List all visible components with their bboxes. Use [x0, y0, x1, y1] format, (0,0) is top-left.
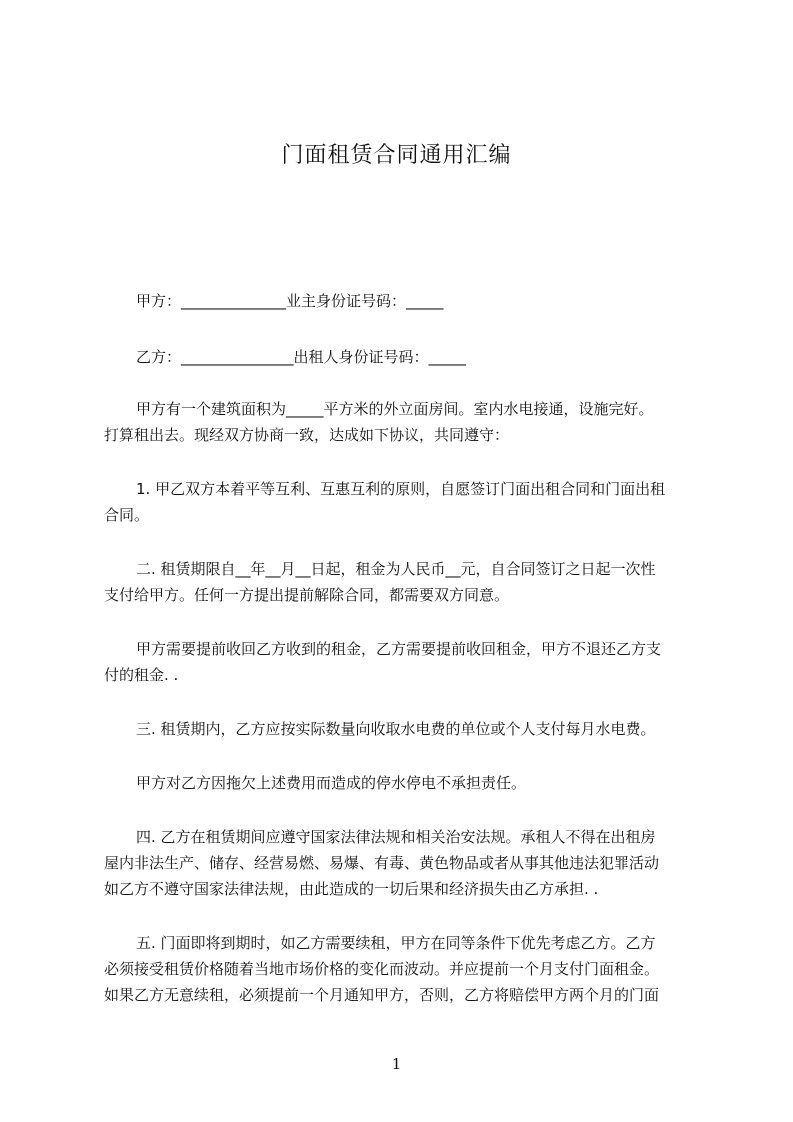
intro-line-2: 打算租出去。现经双方协商一致，达成如下协议，共同遵守： [104, 426, 510, 444]
clause-1-line-2: 合同。 [104, 506, 150, 524]
party-b-text: 乙方：_______________出租人身份证号码：_____ [136, 348, 467, 366]
clause-2-note-line-1: 甲方需要提前收回乙方收到的租金，乙方需要提前收回租金，甲方不退还乙方支 [136, 640, 662, 658]
clause-1-paragraph [104, 476, 702, 528]
clause-2-line-1: 二. 租赁期限自__年__月__日起，租金为人民币__元，自合同签订之日起一次性 [136, 560, 656, 578]
intro-paragraph [104, 396, 702, 448]
document-title: 门面租赁合同通用汇编 [281, 143, 512, 168]
document-body [104, 288, 702, 1008]
intro-line-1: 甲方有一个建筑面积为_____平方米的外立面房间。室内水电接通，设施完好。 [136, 400, 654, 418]
clause-1-line-1: 1. 甲乙双方本着平等互利、互惠互利的原则，自愿签订门面出租合同和门面出租 [136, 480, 666, 498]
clause-3-paragraph [104, 716, 702, 742]
clause-4-line-3: 如乙方不遵守国家法律法规，由此造成的一切后果和经济损失由乙方承担. . [104, 880, 599, 898]
clause-5-line-2: 必须接受租赁价格随着当地市场价格的变化而波动。并应提前一个月支付门面租金。 [104, 960, 660, 978]
party-a-text: 甲方：______________业主身份证号码：_____ [136, 292, 444, 310]
clause-2-note-line-2: 付的租金. . [104, 666, 179, 684]
party-a-line [104, 288, 702, 314]
page-number: 1 [391, 1055, 402, 1073]
clause-5-line-3: 如果乙方无意续租，必须提前一个月通知甲方，否则，乙方将赔偿甲方两个月的门面 [104, 986, 660, 1004]
clause-4-paragraph [104, 824, 702, 902]
clause-2-paragraph [104, 556, 702, 608]
clause-3-line: 三. 租赁期内，乙方应按实际数量向收取水电费的单位或个人支付每月水电费。 [136, 720, 656, 738]
clause-4-line-1: 四. 乙方在租赁期间应遵守国家法律法规和相关治安法规。承租人不得在出租房 [136, 828, 656, 846]
clause-3-note-paragraph [104, 770, 702, 796]
clause-5-paragraph [104, 930, 702, 1008]
clause-5-line-1: 五. 门面即将到期时，如乙方需要续租，甲方在同等条件下优先考虑乙方。乙方 [136, 934, 656, 952]
clause-4-line-2: 屋内非法生产、储存、经营易燃、易爆、有毒、黄色物品或者从事其他违法犯罪活动 [104, 854, 660, 872]
party-b-line [104, 344, 702, 370]
clause-2-note-paragraph [104, 636, 702, 688]
clause-3-note-line: 甲方对乙方因拖欠上述费用而造成的停水停电不承担责任。 [136, 774, 527, 792]
clause-2-line-2: 支付给甲方。任何一方提出提前解除合同，都需要双方同意。 [104, 586, 510, 604]
